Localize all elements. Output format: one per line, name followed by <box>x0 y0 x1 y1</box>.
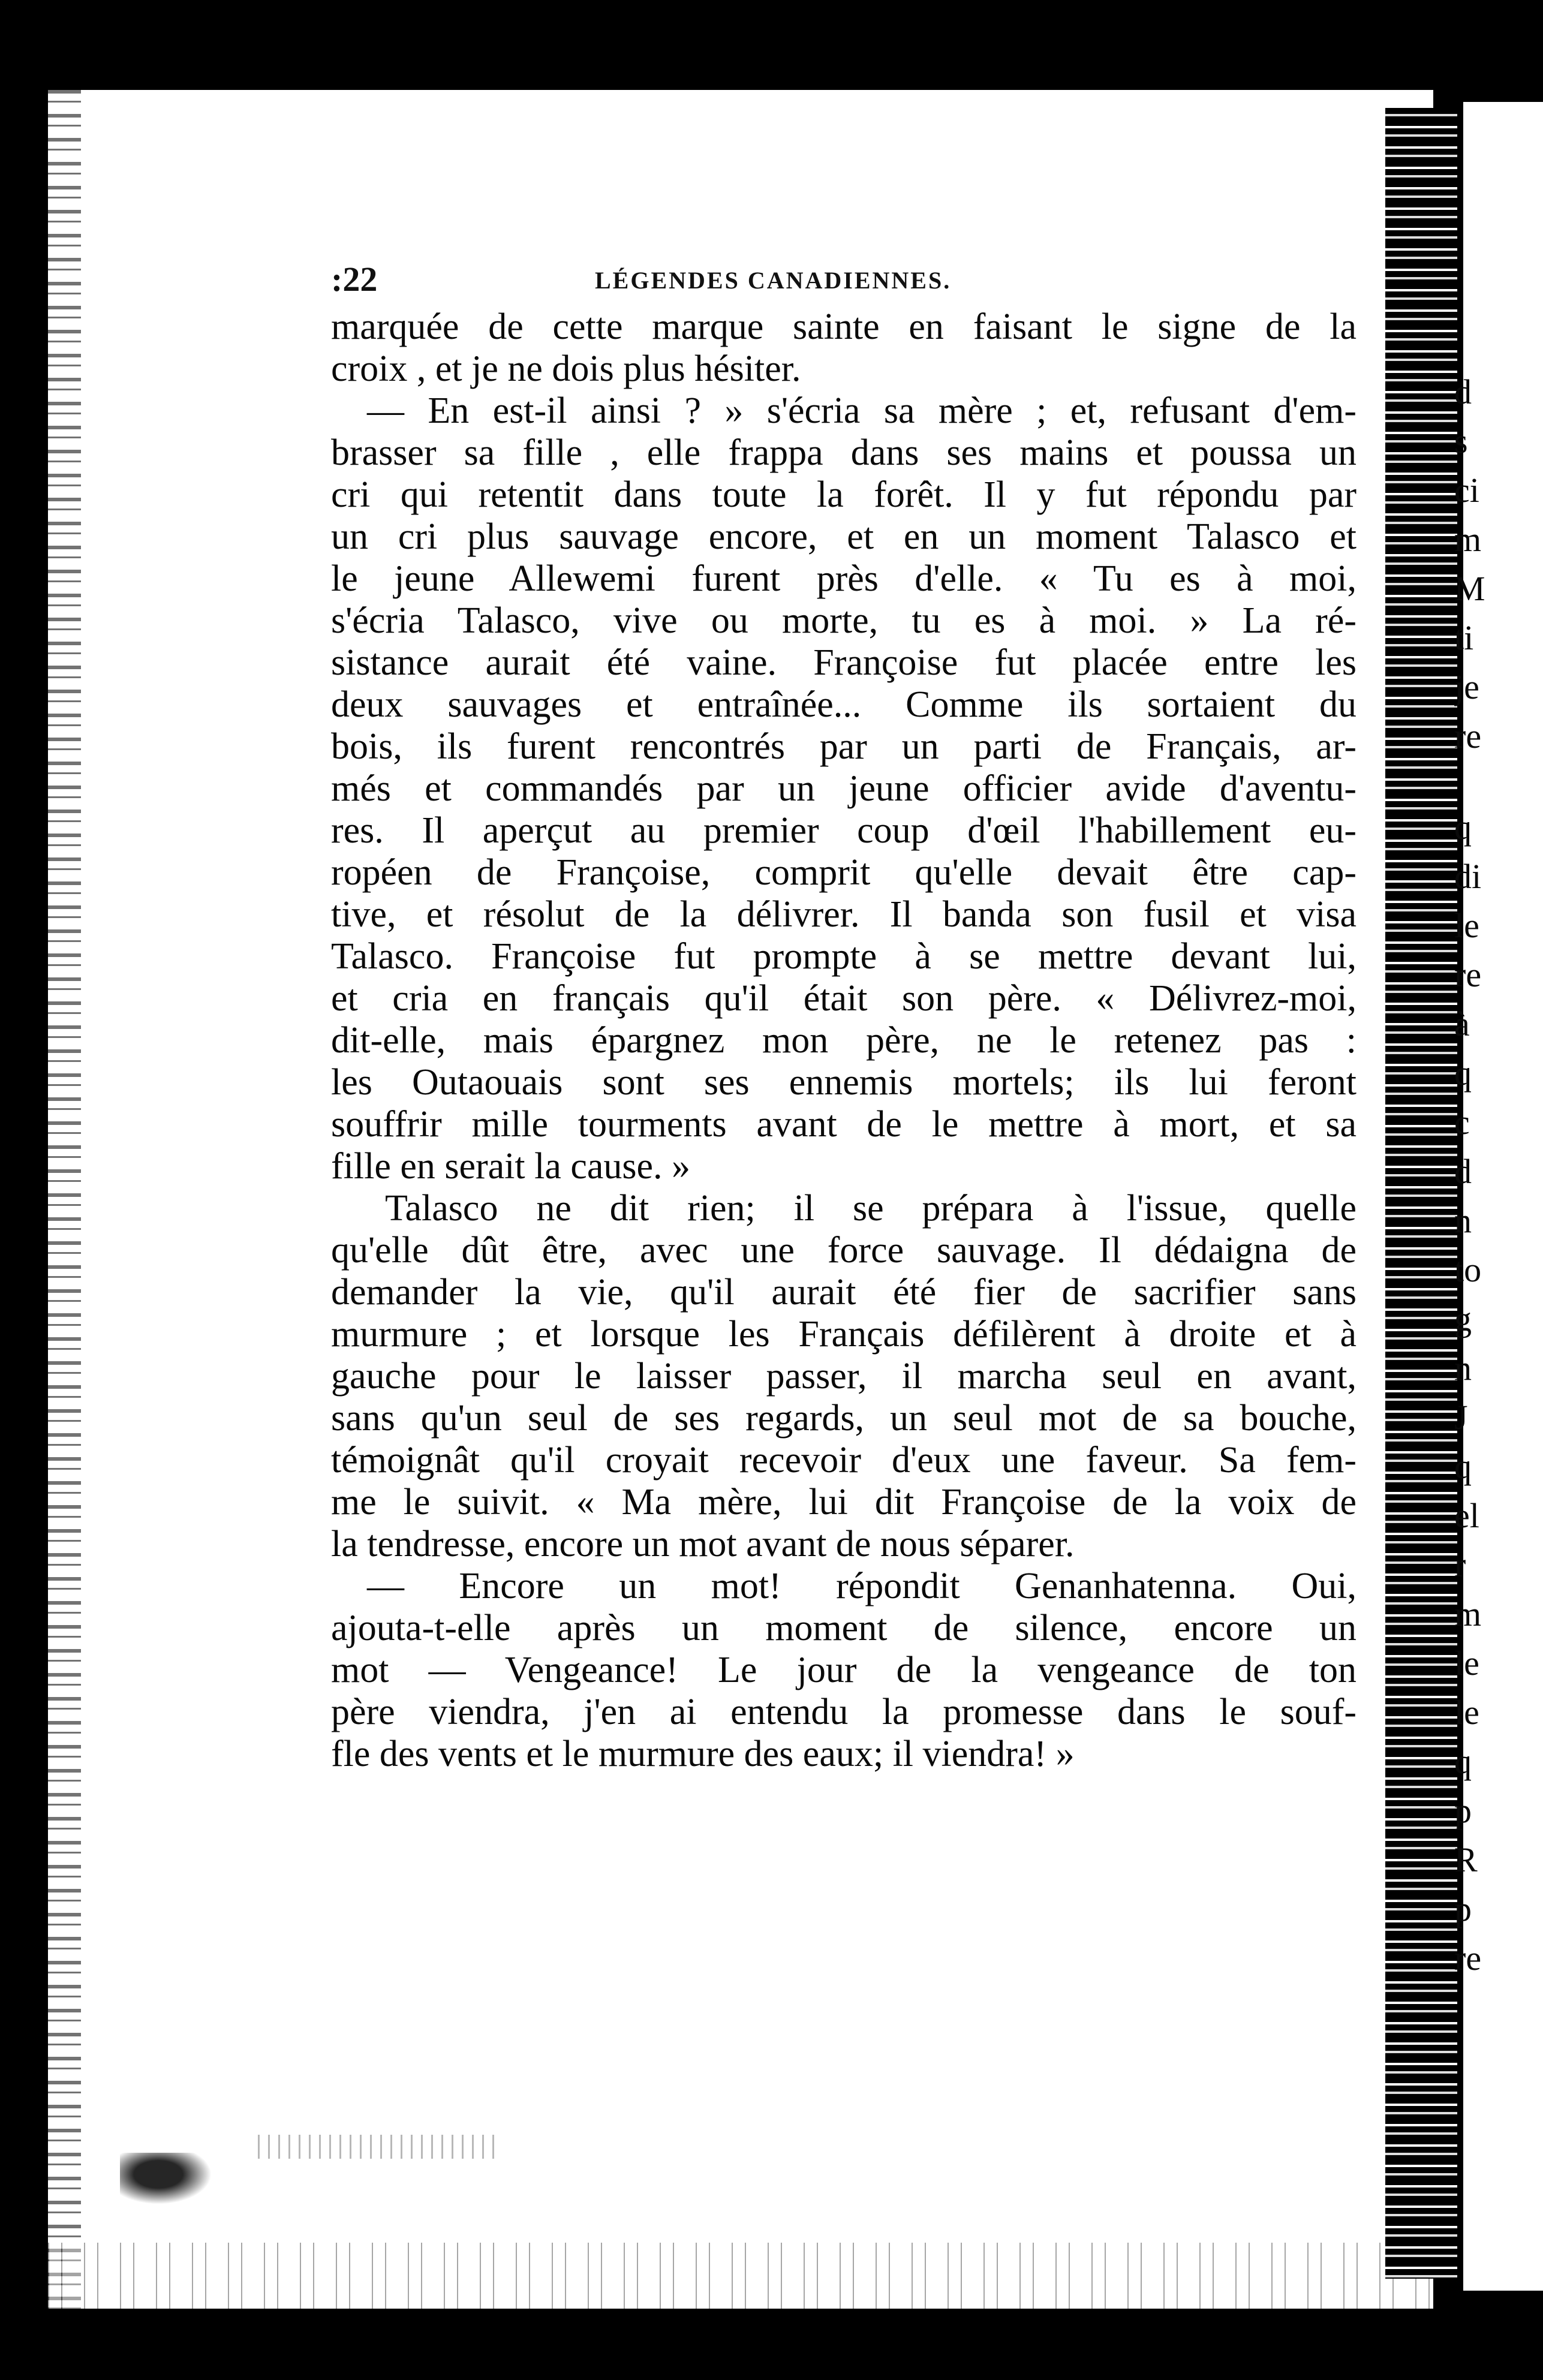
facing-page-fragment: ci <box>1454 471 1479 510</box>
text-line: souffrir mille tourments avant de le mettre à mort, et sa <box>331 1104 1356 1145</box>
facing-page-fragment: di <box>1454 857 1482 896</box>
text-line: tive, et résolut de la délivrer. Il banda son fusil et visa <box>331 894 1356 935</box>
text-line: les Outaouais sont ses ennemis mortels; ils lui feront <box>331 1062 1356 1103</box>
facing-page-fragment: d <box>1454 372 1472 411</box>
text-line: fle des vents et le murmure des eaux; il viendra! » <box>331 1734 1075 1774</box>
text-line: sans qu'un seul de ses regards, un seul mot de sa bouche, <box>331 1398 1356 1439</box>
text-line: la tendresse, encore un mot avant de nous séparer. <box>331 1524 1075 1564</box>
text-line: qu'elle dût être, avec une force sauvage. Il dédaigna de <box>331 1230 1356 1271</box>
facing-page-fragment: n <box>1454 1349 1472 1388</box>
text-line: murmure ; et lorsque les Français défilèrent à droite et à <box>331 1314 1356 1355</box>
facing-page-fragment: m <box>1454 1594 1482 1633</box>
facing-page-fragment: el <box>1454 1496 1479 1535</box>
facing-page-fragment: q <box>1454 1054 1472 1093</box>
facing-page-fragment: d <box>1454 1152 1472 1191</box>
text-line: témoignât qu'il croyait recevoir d'eux une faveur. Sa fem- <box>331 1440 1356 1481</box>
text-line: me le suivit. « Ma mère, lui dit Françoise de la voix de <box>331 1482 1356 1523</box>
text-line: marquée de cette marque sainte en faisant le signe de la <box>331 306 1356 347</box>
text-line: père viendra, j'en ai entendu la promesse dans le souf- <box>331 1692 1356 1732</box>
text-line: mot — Vengeance! Le jour de la vengeance de ton <box>331 1650 1356 1690</box>
facing-page-fragment: le <box>1454 1644 1479 1683</box>
facing-page-text <box>1454 372 1543 2111</box>
facing-page-fragment: n <box>1454 1201 1472 1240</box>
text-line: le jeune Allewemi furent près d'elle. « Tu es à moi, <box>331 558 1356 599</box>
facing-page-fragment: R <box>1454 1840 1478 1879</box>
ink-smudge <box>120 2153 216 2207</box>
text-line: un cri plus sauvage encore, et en un moment Talasco et <box>331 516 1356 557</box>
text-line: Talasco ne dit rien; il se prépara à l'issue, quelle <box>385 1188 1356 1229</box>
text-line: ropéen de Françoise, comprit qu'elle devait être cap- <box>331 852 1356 893</box>
facing-page-fragment: g <box>1454 1299 1472 1338</box>
scan-specks <box>258 2135 498 2159</box>
facing-page-fragment: p <box>1454 1889 1472 1928</box>
facing-page-fragment: q <box>1454 808 1472 847</box>
text-line: dit-elle, mais épargnez mon père, ne le retenez pas : <box>331 1020 1356 1061</box>
text-line: — En est-il ainsi ? » s'écria sa mère ; et, refusant d'em- <box>367 390 1356 431</box>
facing-page-fragment: à <box>1454 1004 1470 1043</box>
facing-page-fragment: p <box>1454 1791 1472 1830</box>
body-text <box>331 306 1356 1775</box>
text-line: s'écria Talasco, vive ou morte, tu es à moi. » La ré- <box>331 600 1356 641</box>
text-line: et cria en français qu'il était son père. « Délivrez-moi, <box>331 978 1356 1019</box>
text-line: fille en serait la cause. » <box>331 1146 691 1187</box>
facing-page-fragment: ti <box>1454 618 1474 657</box>
text-line: brasser sa fille , elle frappa dans ses mains et poussa un <box>331 432 1356 473</box>
facing-page-fragment: J <box>1454 1398 1468 1437</box>
text-line: més et commandés par un jeune officier avide d'aventu- <box>331 768 1356 809</box>
facing-page-fragment: s <box>1454 422 1468 461</box>
text-line: deux sauvages et entraînée... Comme ils sortaient du <box>331 684 1356 725</box>
facing-page-fragment: je <box>1454 667 1479 706</box>
facing-page-fragment: c <box>1454 1103 1470 1142</box>
facing-page-fragment: to <box>1454 1250 1482 1289</box>
page-number: :22 <box>331 260 378 299</box>
facing-page-fragment: re <box>1454 1939 1482 1978</box>
text-line: gauche pour le laisser passer, il marcha seul en avant, <box>331 1356 1356 1397</box>
page-header <box>331 259 1350 301</box>
facing-page-fragment: le <box>1454 906 1479 945</box>
text-line: cri qui retentit dans toute la forêt. Il y fut répondu par <box>331 474 1356 515</box>
facing-page-fragment: q <box>1454 1742 1472 1781</box>
facing-page-fragment: q <box>1454 1447 1472 1486</box>
facing-page-fragment: m <box>1454 520 1482 559</box>
page-left-edge <box>48 90 81 2309</box>
running-title: LÉGENDES CANADIENNES. <box>595 267 952 294</box>
text-line: ajouta-t-elle après un moment de silence, encore un <box>331 1608 1356 1648</box>
facing-page-fragment: re <box>1454 955 1482 994</box>
text-line: sistance aurait été vaine. Françoise fut placée entre les <box>331 642 1356 683</box>
facing-page-fragment: re <box>1454 717 1482 756</box>
facing-page-fragment: le <box>1454 1693 1479 1732</box>
text-line: Talasco. Françoise fut prompte à se mettre devant lui, <box>331 936 1356 977</box>
text-line: demander la vie, qu'il aurait été fier de sacrifier sans <box>331 1272 1356 1313</box>
text-line: — Encore un mot! répondit Genanhatenna. Oui, <box>367 1566 1356 1606</box>
facing-page-fragment: M <box>1454 569 1485 608</box>
book-gutter <box>1385 108 1457 2279</box>
text-line: res. Il aperçut au premier coup d'œil l'habillement eu- <box>331 810 1356 851</box>
facing-page-fragment: r <box>1454 1545 1466 1584</box>
text-line: croix , et je ne dois plus hésiter. <box>331 348 801 389</box>
text-line: bois, ils furent rencontrés par un parti de Français, ar- <box>331 726 1356 767</box>
page-bottom-edge <box>48 2243 1433 2309</box>
